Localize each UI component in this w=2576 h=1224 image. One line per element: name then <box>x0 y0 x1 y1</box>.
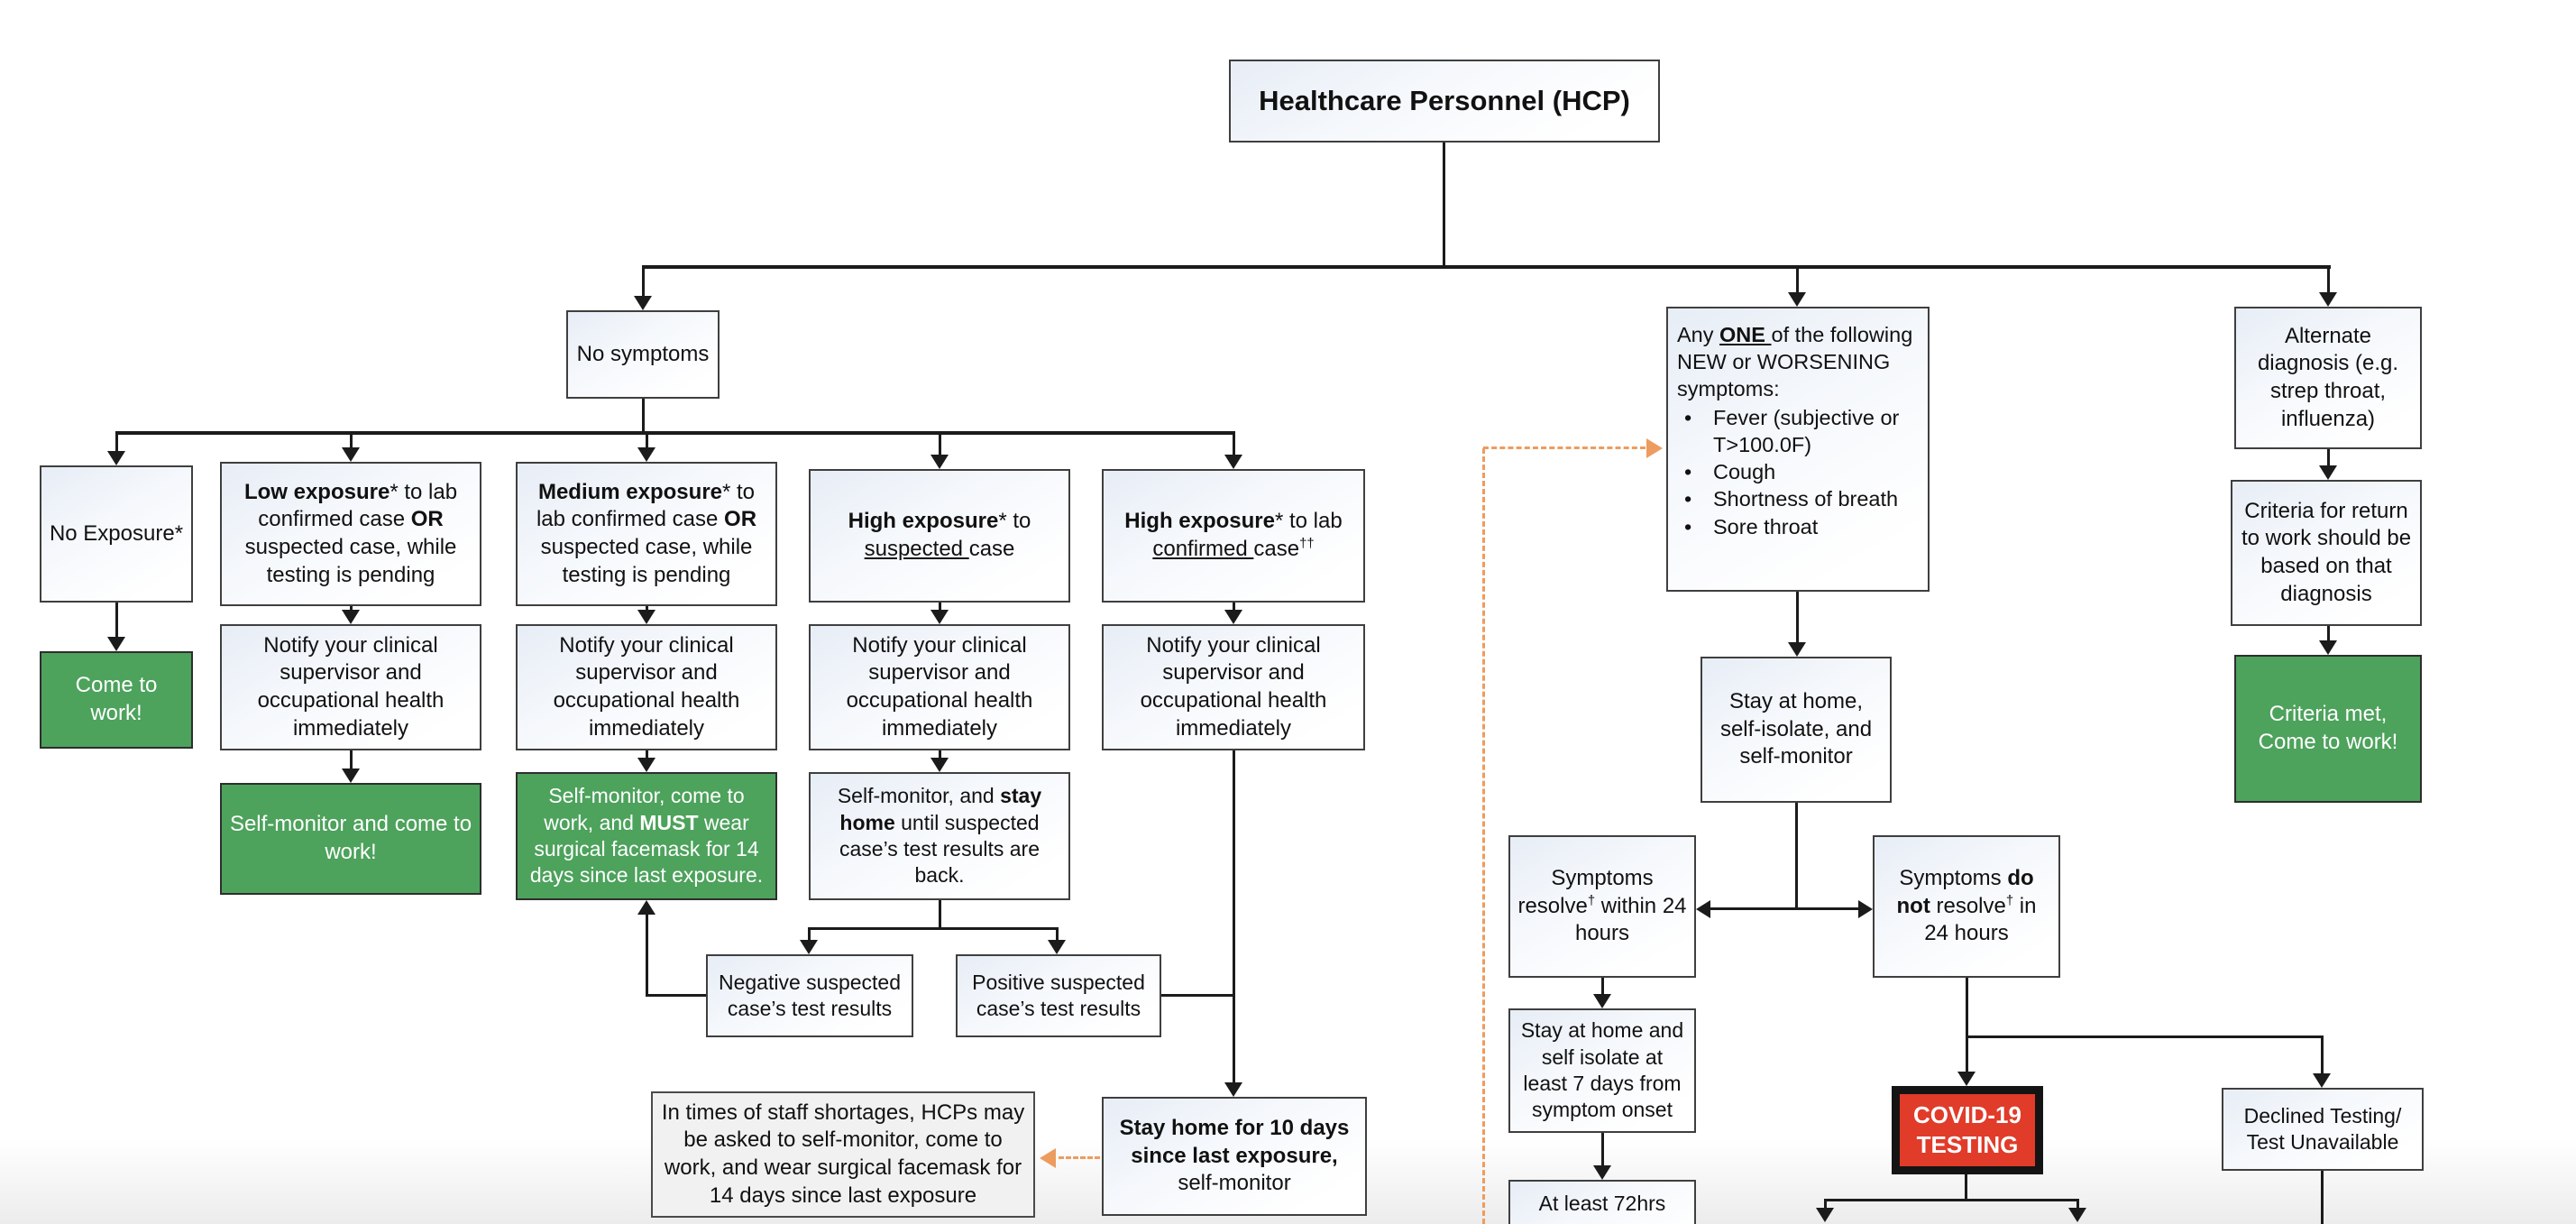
node-notify-supervisor-4: Notify your clinical supervisor and occupational health immediately <box>1102 624 1365 750</box>
connector-arrowhead <box>930 455 949 469</box>
node-staff-shortage-note: In times of staff shortages, HCPs may be asked to self-monitor, come to work, and wear surgical facemask for 14 days since last exposure <box>651 1091 1035 1218</box>
node-covid-testing: COVID-19 TESTING <box>1892 1086 2043 1174</box>
node-isolate-7-days: Stay at home and self isolate at least 7 days from symptom onset <box>1508 1008 1696 1133</box>
node-symptoms-list <box>1666 307 1930 592</box>
connector-line <box>642 265 645 298</box>
connector-line <box>2327 265 2330 294</box>
connector-line <box>1824 1199 2078 1201</box>
node-no-exposure: No Exposure* <box>40 465 193 603</box>
node-stay-home-isolate: Stay at home, self-isolate, and self-monitor <box>1701 657 1892 803</box>
connector-line <box>1795 803 1798 910</box>
connector-line <box>643 265 2331 269</box>
symptom-bullet-item: • Cough <box>1677 458 1921 485</box>
connector-line <box>1966 1035 2324 1038</box>
connector-arrowhead <box>637 447 655 462</box>
connector-arrowhead <box>107 637 125 651</box>
node-self-monitor-must-mask: Self-monitor, come to work, and MUST wear surgical facemask for 14 days since last exposure. <box>516 772 777 900</box>
connector-line <box>115 431 118 453</box>
node-stay-home-10-days: Stay home for 10 days since last exposure, self-monitor <box>1102 1097 1367 1216</box>
connector-line <box>939 431 941 456</box>
connector-arrowhead <box>107 451 125 465</box>
connector-arrowhead <box>1696 900 1710 918</box>
connector-arrowhead <box>634 296 652 310</box>
node-at-least-72hrs: At least 72hrs <box>1508 1180 1696 1224</box>
connector-line <box>1233 431 1235 456</box>
connector-arrowhead <box>2068 1208 2086 1222</box>
dashed-connector-line <box>1483 446 1646 449</box>
connector-line <box>642 399 645 435</box>
connector-arrowhead <box>1858 900 1873 918</box>
connector-arrowhead <box>637 758 655 772</box>
symptoms-lead-text: Any ONE of the following NEW or WORSENING symptoms: <box>1677 323 1913 401</box>
node-criteria-return: Criteria for return to work should be based on that diagnosis <box>2231 480 2422 626</box>
node-title: Healthcare Personnel (HCP) <box>1229 60 1660 143</box>
connector-arrowhead <box>342 447 360 462</box>
connector-line <box>1233 750 1235 1084</box>
connector-line <box>350 431 353 449</box>
connector-arrowhead <box>2319 640 2337 655</box>
node-declined-testing: Declined Testing/ Test Unavailable <box>2222 1088 2424 1171</box>
connector-line <box>1796 265 1799 294</box>
connector-line <box>1601 1133 1604 1167</box>
dashed-connector-arrowhead <box>1646 438 1663 458</box>
connector-line <box>2321 1035 2324 1075</box>
connector-line <box>2321 1171 2324 1224</box>
symptom-bullet-item: • Shortness of breath <box>1677 485 1921 512</box>
connector-arrowhead <box>2319 292 2337 307</box>
connector-line <box>939 900 941 929</box>
node-notify-supervisor-1: Notify your clinical supervisor and occupational health immediately <box>220 624 481 750</box>
node-positive-result: Positive suspected case’s test results <box>956 954 1161 1037</box>
connector-arrowhead <box>1593 994 1611 1008</box>
node-low-exposure: Low exposure* to lab confirmed case OR suspected case, while testing is pending <box>220 462 481 606</box>
node-self-monitor-come: Self-monitor and come to work! <box>220 783 481 895</box>
connector-arrowhead <box>1593 1165 1611 1180</box>
connector-line <box>1966 978 1968 1073</box>
connector-arrowhead <box>2319 465 2337 480</box>
connector-arrowhead <box>2313 1073 2331 1088</box>
connector-arrowhead <box>1816 1208 1834 1222</box>
node-negative-result: Negative suspected case’s test results <box>706 954 913 1037</box>
dashed-connector-line <box>1059 1156 1100 1159</box>
connector-arrowhead <box>1788 642 1806 657</box>
node-symptoms-resolve: Symptoms resolve† within 24 hours <box>1508 835 1696 978</box>
node-medium-exposure: Medium exposure* to lab confirmed case OR suspected case, while testing is pending <box>516 462 777 606</box>
connector-line <box>1965 1174 1967 1201</box>
connector-line <box>1161 994 1234 997</box>
node-symptoms-not-resolve: Symptoms do not resolve† in 24 hours <box>1873 835 2060 978</box>
node-high-exposure-suspected: High exposure* to suspected case <box>809 469 1070 603</box>
connector-arrowhead <box>637 610 655 624</box>
symptom-bullet-item: • Sore throat <box>1677 513 1921 540</box>
node-no-symptoms: No symptoms <box>566 310 720 399</box>
connector-line <box>1710 907 1859 910</box>
connector-line <box>646 431 648 449</box>
node-alternate-diagnosis: Alternate diagnosis (e.g. strep throat, influenza) <box>2234 307 2422 449</box>
connector-line <box>646 994 706 997</box>
connector-arrowhead <box>1957 1072 1976 1086</box>
connector-arrowhead <box>930 610 949 624</box>
dashed-connector-line <box>1482 448 1485 1224</box>
connector-arrowhead <box>1224 455 1242 469</box>
node-self-monitor-stay-home: Self-monitor, and stay home until suspected case’s test results are back. <box>809 772 1070 900</box>
connector-arrowhead <box>800 940 818 954</box>
symptoms-bullet-list <box>1677 404 1921 539</box>
connector-arrowhead <box>342 768 360 783</box>
connector-line <box>1796 592 1799 644</box>
connector-line <box>115 603 118 639</box>
connector-line <box>350 750 353 770</box>
dashed-connector-arrowhead <box>1040 1148 1056 1168</box>
connector-arrowhead <box>637 900 655 915</box>
connector-line <box>808 927 1059 930</box>
symptom-bullet-item: • Fever (subjective or T>100.0F) <box>1677 404 1921 458</box>
connector-line <box>2327 449 2330 467</box>
connector-line <box>115 431 1235 435</box>
connector-arrowhead <box>1224 1082 1242 1097</box>
node-notify-supervisor-2: Notify your clinical supervisor and occupational health immediately <box>516 624 777 750</box>
connector-arrowhead <box>342 610 360 624</box>
node-high-exposure-confirmed: High exposure* to lab confirmed case†† <box>1102 469 1365 603</box>
node-come-to-work: Come to work! <box>40 651 193 749</box>
node-criteria-met: Criteria met, Come to work! <box>2234 655 2422 803</box>
connector-arrowhead <box>1788 292 1806 307</box>
node-notify-supervisor-3: Notify your clinical supervisor and occupational health immediately <box>809 624 1070 750</box>
connector-line <box>646 915 648 997</box>
connector-line <box>1601 978 1604 996</box>
connector-arrowhead <box>1048 940 1066 954</box>
connector-arrowhead <box>930 758 949 772</box>
connector-line <box>1443 143 1445 267</box>
connector-arrowhead <box>1224 610 1242 624</box>
